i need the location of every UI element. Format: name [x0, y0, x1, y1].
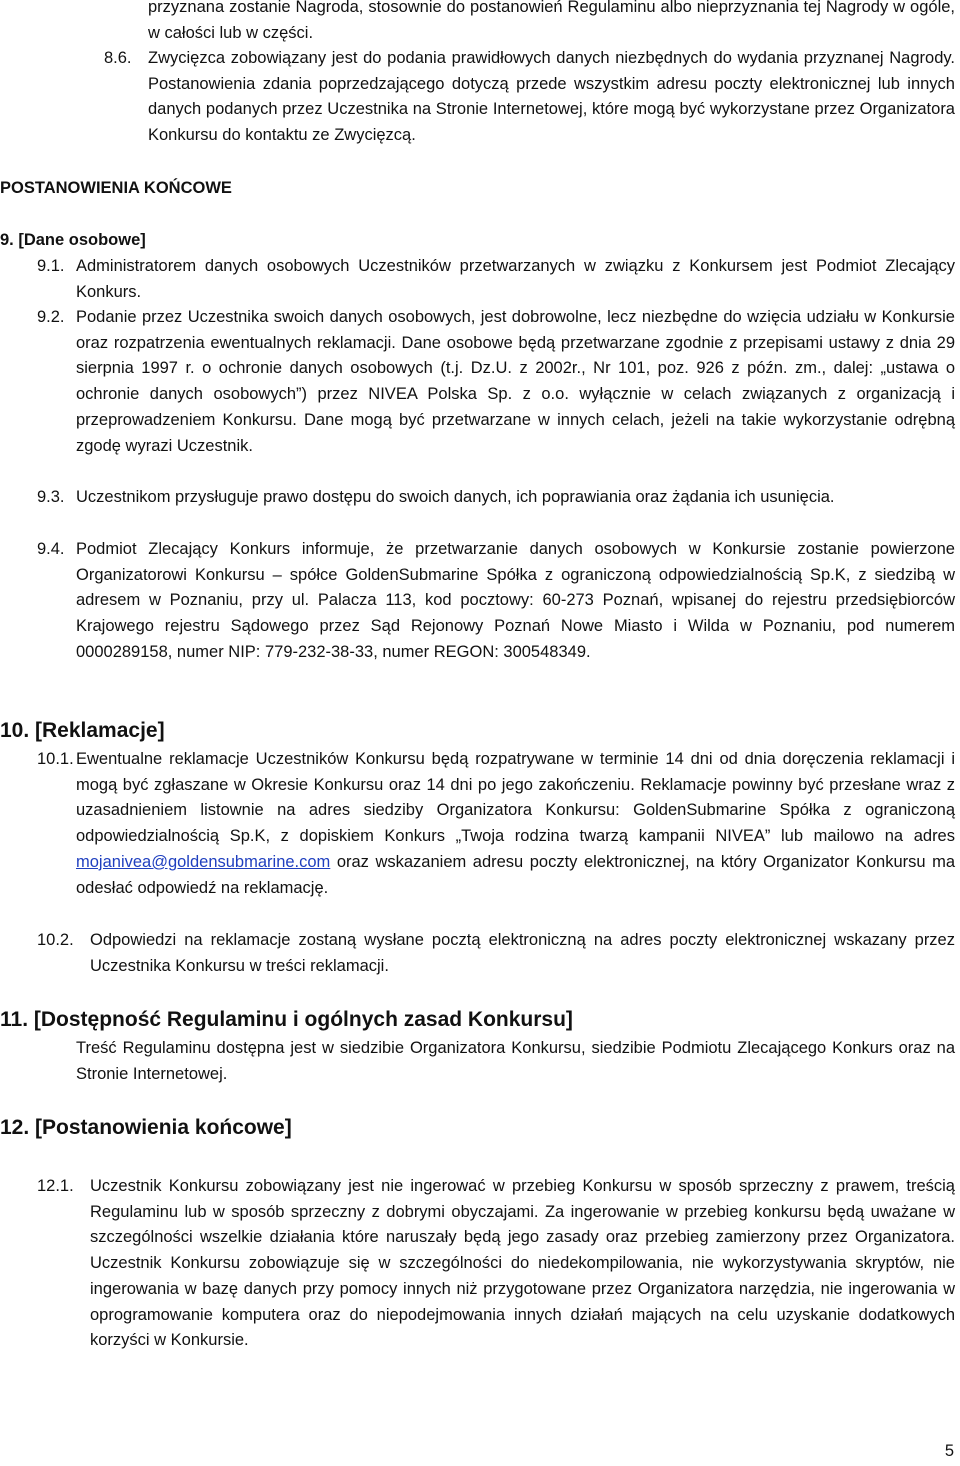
clause-number-9-1: 9.1. — [37, 257, 65, 275]
complaint-email-link[interactable]: mojanivea@goldensubmarine.com — [76, 852, 331, 871]
fragment-paragraph: przyznana zostanie Nagroda, stosownie do postanowień Regulaminu albo nieprzyznania tej Nagrody w ogóle, w całości lub w części. — [148, 0, 955, 42]
clause-8-6-text: Zwycięzca zobowiązany jest do podania prawidłowych danych niezbędnych do wydania przyznanej Nagrody. Postanowienia zdania poprzedzającego dotyczą przede wszystkim adresu poczty elektronicznej lub innych danych podanych przez Uczestnika na Stronie Internetowej, które mogą być wykorzystane przez Organizatora Konkursu do kontaktu ze Zwycięzcą. — [148, 49, 955, 145]
section-11-text: Treść Regulaminu dostępna jest w siedzibie Organizatora Konkursu, siedzibie Podmiotu Zlecającego Konkurs oraz na Stronie Internetowej. — [76, 1039, 955, 1083]
clause-12-1-text: Uczestnik Konkursu zobowiązany jest nie ingerować w przebieg Konkursu w sposób sprzeczny z prawem, treścią Regulaminu lub w sposób sprzeczny z dobrymi obyczajami. Za ingerowanie w przebieg konkursu będą uważane w szczególności wszelkie działania które naruszały będą jego zasady oraz przebieg zamierzony przez Organizatora. Uczestnik Konkursu zobowiązuje się w szczególności do niedekompilowania, nie wykorzystywania skryptów, nie ingerowania w bazę danych przy pomocy innych niż przygotowane przez Organizatora narzędzia, nie ingerowania w oprogramowanie komputera oraz do niepodejmowania innych działań mających na celu uzyskanie dodatkowych korzyści w Konkursie. — [90, 1177, 955, 1350]
clause-number-9-3: 9.3. — [37, 488, 65, 506]
clause-number-8-6: 8.6. — [104, 49, 132, 67]
clause-number-9-2: 9.2. — [37, 308, 65, 326]
clause-10-1-after: oraz wskazaniem adresu poczty elektronicznej, na który Organizator Konkursu ma odesłać odpowiedź na reklamację. — [76, 852, 955, 897]
clause-9-3-text: Uczestnikom przysługuje prawo dostępu do swoich danych, ich poprawiania oraz żądania ich usunięcia. — [76, 488, 835, 506]
section-9-title: 9. [Dane osobowe] — [0, 231, 146, 249]
clause-10-2-text: Odpowiedzi na reklamacje zostaną wysłane pocztą elektroniczną na adres poczty elektronicznej wskazany przez Uczestnika Konkursu w treści reklamacji. — [90, 931, 955, 975]
page-number: 5 — [944, 1442, 954, 1460]
clause-number-10-1: 10.1. — [37, 750, 74, 768]
clause-number-9-4: 9.4. — [37, 540, 65, 558]
clause-9-4-text: Podmiot Zlecający Konkurs informuje, że przetwarzanie danych osobowych w Konkursie zostanie powierzone Organizatorowi Konkursu – spółce GoldenSubmarine Spółka z ograniczoną odpowiedzialnością Sp.K, z siedzibą w adresem w Poznaniu, przy ul. Palacza 113, kod pocztowy: 60-273 Poznań, wpisanej do rejestru przedsiębiorców Krajowego rejestru Sądowego przez Sąd Rejonowy Poznań Nowe Miasto i Wilda w Poznaniu, pod numerem 0000289158, numer NIP: 779-232-38-33, numer REGON: 300548349. — [76, 540, 955, 661]
clause-9-1-text: Administratorem danych osobowych Uczestników przetwarzanych w związku z Konkursem jest Podmiot Zlecający Konkurs. — [76, 257, 955, 301]
section-12-title: 12. [Postanowienia końcowe] — [0, 1116, 292, 1139]
clause-10-1-before: Ewentualne reklamacje Uczestników Konkursu będą rozpatrywane w terminie 14 dni od dnia doręczenia reklamacji i mogą być zgłaszane w Okresie Konkursu oraz 14 dni po jego zakończeniu. Reklamacje powinny być przesłane wraz z uzasadnieniem listownie na adres siedziby Organizatora Konkursu: GoldenSubmarine Spółka z ograniczoną odpowiedzialnością Sp.K, z dopiskiem Konkurs „Twoja rodzina twarzą kampanii NIVEA” lub mailowo na adres — [76, 750, 955, 846]
clause-number-10-2: 10.2. — [37, 931, 74, 949]
section-11-title: 11. [Dostępność Regulaminu i ogólnych zasad Konkursu] — [0, 1008, 573, 1031]
clause-number-12-1: 12.1. — [37, 1177, 74, 1195]
final-provisions-heading: POSTANOWIENIA KOŃCOWE — [0, 179, 232, 197]
clause-9-2-text: Podanie przez Uczestnika swoich danych osobowych, jest dobrowolne, lecz niezbędne do wzięcia udziału w Konkursie oraz rozpatrzenia ewentualnych reklamacji. Dane osobowe będą przetwarzane zgodnie z przepisami ustawy z dnia 29 sierpnia 1997 r. o ochronie danych osobowych (t.j. Dz.U. z 2002r., Nr 101, poz. 926 z późn. zm., dalej: „ustawa o ochronie danych osobowych”) przez NIVEA Polska Sp. z o.o. wyłącznie w celach związanych z organizacją i przeprowadzeniem Konkursu. Dane mogą być przetwarzane w innych celach, jeżeli na takie wykorzystanie odrębną zgodę wyrazi Uczestnik. — [76, 308, 955, 455]
clause-10-1-text — [76, 747, 955, 901]
section-10-title: 10. [Reklamacje] — [0, 719, 165, 742]
